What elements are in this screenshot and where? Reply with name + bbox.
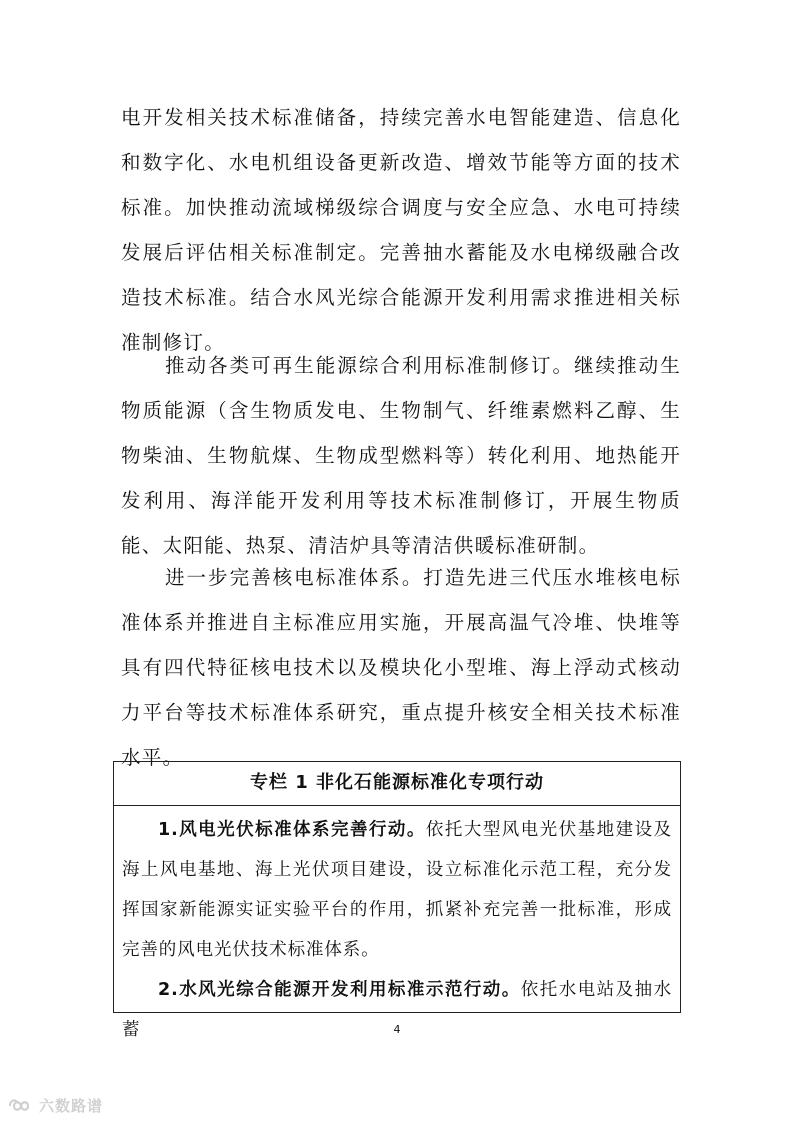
body-paragraph-3: 进一步完善核电标准体系。打造先进三代压水堆核电标准体系并推进自主标准应用实施，开展高温气冷堆、快堆等具有四代特征核电技术以及模块化小型堆、海上浮动式核动力平台等技术标准体系研究，重点提升核安全相关技术标准水平。 <box>121 566 681 769</box>
infinity-logo-icon <box>6 1097 36 1115</box>
box-item-2-text: 依托水电站及抽水蓄 <box>122 980 672 1040</box>
box-title: 专栏 1 非化石能源标准化专项行动 <box>114 762 680 806</box>
special-column-box <box>113 761 681 1040</box>
watermark-text: 六数路谱 <box>39 1097 104 1115</box>
body-paragraph-2: 推动各类可再生能源综合利用标准制修订。继续推动生物质能源（含生物质发电、生物制气、纤维素燃料乙醇、生物柴油、生物航煤、生物成型燃料等）转化利用、地热能开发利用、海洋能开发利用等技术标准制修订，开展生物质能、太阳能、热泵、清洁炉具等清洁供暖标准研制。 <box>121 354 681 557</box>
box-item-2-lead: 2.水风光综合能源开发利用标准示范行动。 <box>158 980 521 1000</box>
box-item-1-text: 依托大型风电光伏基地建设及海上风电基地、海上光伏项目建设，设立标准化示范工程，充分发挥国家新能源实证实验平台的作用，抓紧补充完善一批标准，形成完善的风电光伏技术标准体系。 <box>122 820 672 960</box>
box-item-1 <box>122 810 672 970</box>
page-number: 4 <box>393 1023 401 1036</box>
box-item-2 <box>122 970 672 1040</box>
body-paragraph-1: 电开发相关技术标准储备，持续完善水电智能建造、信息化和数字化、水电机组设备更新改造、增效节能等方面的技术标准。加快推动流域梯级综合调度与安全应急、水电可持续发展后评估相关标准制定。完善抽水蓄能及水电梯级融合改造技术标准。结合水风光综合能源开发利用需求推进相关标准制修订。 <box>121 106 681 354</box>
watermark <box>6 1095 103 1116</box>
box-item-1-lead: 1.风电光伏标准体系完善行动。 <box>158 820 426 840</box>
